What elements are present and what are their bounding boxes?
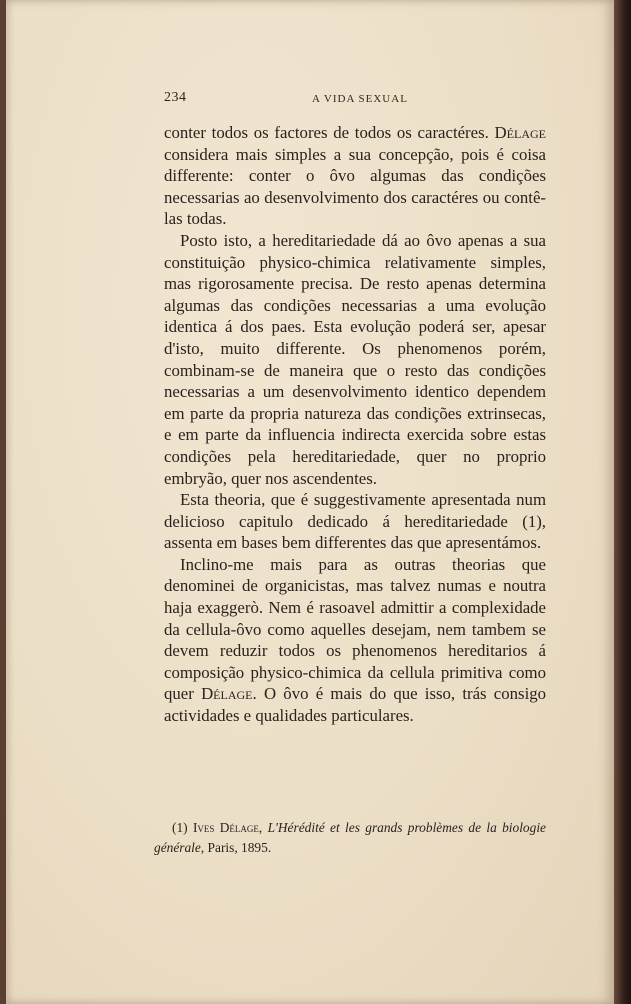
running-head bbox=[164, 88, 546, 108]
footnote bbox=[154, 818, 546, 858]
running-title: A VIDA SEXUAL bbox=[312, 93, 408, 105]
page-number: 234 bbox=[164, 90, 187, 105]
paragraph-1-text: considera mais simples a sua concepção, pois é coisa differente: conter o ôvo algumas das condições necessarias ao desenvolvimento dos caractéres ou contê-las todas. bbox=[164, 144, 546, 229]
paragraph-4 bbox=[164, 554, 546, 727]
body-text bbox=[164, 122, 546, 727]
book-spine bbox=[614, 0, 631, 1004]
paragraph-4-text: . O ôvo é mais do que isso, trás consigo actividades e qualidades particulares. bbox=[164, 684, 547, 726]
author-name: Délage bbox=[494, 123, 546, 142]
paragraph-1 bbox=[164, 122, 546, 230]
paragraph-3: Esta theoria, que é suggestivamente apresentada num delicioso capitulo dedicado á hereditariedade (1), assenta em bases bem differentes das que apresentámos. bbox=[164, 490, 546, 553]
footnote-rest: , Paris, 1895. bbox=[200, 840, 272, 855]
book-page bbox=[6, 0, 614, 1004]
footnote-book-title: L'Hérédité et les grands problèmes de la biologie générale bbox=[154, 820, 546, 855]
footnote-separator: , bbox=[258, 820, 268, 835]
paragraph-1-lead: conter todos os factores de todos os caractéres. bbox=[164, 123, 495, 142]
author-name: Délage bbox=[201, 684, 253, 704]
footnote-marker: (1) bbox=[172, 820, 193, 835]
footnote-text bbox=[154, 818, 546, 858]
footnote-author: Ives Délage bbox=[192, 820, 259, 835]
paragraph-4-lead: Inclino-me mais para as outras theorias que denominei de organicistas, mas talvez numas e noutra haja exaggerò. Nem é rasoavel admittir a complexidade da cellula-ôvo como aquelles desejam, nem tambem se devem reduzir todos os phenomenos hereditarios á composição physico-chimica da cellula primitiva como quer bbox=[164, 554, 546, 704]
paragraph-2: Posto isto, a hereditariedade dá ao ôvo apenas a sua constituição physico-chimica relativamente simples, mas rigorosamente precisa. De resto apenas determina algumas das condições necessarias a uma evolução identica á dos paes. Esta evolução poderá ser, apesar d'isto, muito differente. Os phenomenos porém, combinam-se de maneira que o resto das condições necessarias a um desenvolvimento identico dependem em parte da propria natureza das condições extrinsecas, e em parte da influencia indirecta exercida sobre estas condições pela hereditariedade, quer no proprio embryão, quer nos ascendentes. bbox=[164, 230, 546, 488]
